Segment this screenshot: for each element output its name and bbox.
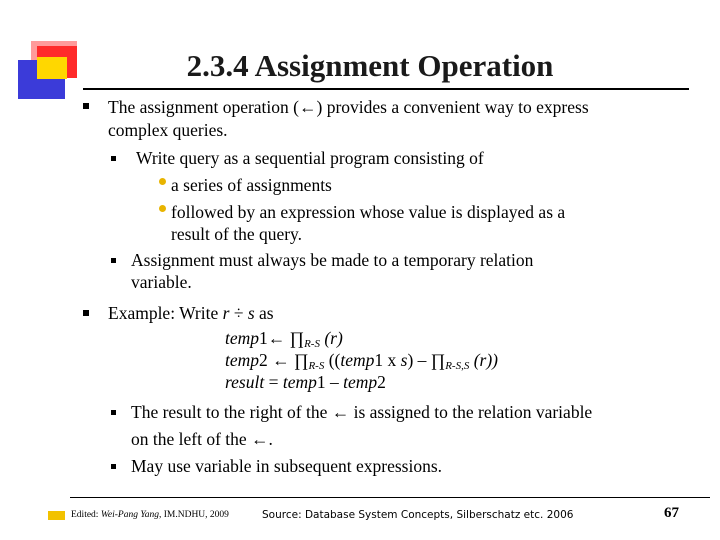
expr3-minus: – [325,372,344,392]
bullet-dot [159,178,166,185]
expr2-subscript: R-S [308,360,325,372]
expr3-n2: 2 [377,372,386,392]
sub-bullet-2-line-2: variable. [131,272,192,292]
expr1-arrow-pi: ← ∏ [267,328,305,348]
expr1-num: 1 [259,328,268,348]
sub-bullet-1: Write query as a sequential program consisting of [136,148,484,168]
expr2-cross: x [383,350,401,370]
var-r: r [222,303,230,323]
sub-bullet-2-line-1: Assignment must always be made to a temporary relation [131,250,534,270]
footer-edited [71,510,229,520]
example-sub-1-line-1: The result to the right of the ← is assigned to the relation variable [131,402,593,422]
expr2-subscript-2: R-S,S [445,360,470,372]
expr1-arg: (r) [319,328,343,348]
as-word: as [254,303,274,323]
footer-affiliation: , IM.NDHU, 2009 [158,510,229,520]
expr1-subscript: R-S [304,338,320,350]
sub-bullet-square [111,410,116,415]
sub-bullet-square [111,464,116,469]
footer-edited-prefix: Edited: [71,510,101,520]
expr2-num: 2 [259,350,268,370]
example-sub-1-line-2: on the left of the ←. [131,429,273,449]
footer-source: Source: Database System Concepts, Silberschatz etc. 2006 [262,509,574,521]
var-s: s [247,303,255,323]
expr3-n1: 1 [316,372,326,392]
expr2-temp-inner: temp [340,350,375,370]
example-intro [108,302,274,324]
expr2-arrow-pi: ← ∏ [267,350,309,370]
expr3-temp1: temp [282,372,317,392]
footer-rule [70,497,710,498]
footer-author: Wei-Pang Yang [100,510,159,520]
bullet-square [83,310,89,316]
slide-title: 2.3.4 Assignment Operation [186,48,554,83]
expr2-num-inner: 1 [374,350,384,370]
divide-sign: ÷ [229,303,248,323]
expr2-paren: (( [324,350,341,370]
dot-item-2-line-1: followed by an expression whose value is displayed as a [171,202,566,222]
expression-3 [225,371,386,393]
footer-yellow-box [48,511,65,520]
expr3-result: result [225,372,265,392]
expr2-minus-pi: ) – ∏ [407,350,446,370]
page-number: 67 [664,505,679,521]
example-label: Example: Write [108,303,223,323]
expr2-s: s [400,350,408,370]
bullet-1-line-1: The assignment operation (←) provides a convenient way to express [108,97,589,117]
dot-item-2-line-2: result of the query. [171,224,303,244]
dot-item-1: a series of assignments [171,175,332,195]
bullet-dot [159,205,166,212]
bullet-square [83,103,89,109]
expr1-temp: temp [225,328,260,348]
expr2-temp: temp [225,350,260,370]
expr2-arg: (r)) [469,350,499,370]
expr3-equals: = [264,372,283,392]
title-underline [83,88,689,90]
example-sub-2: May use variable in subsequent expressions. [131,456,443,476]
sub-bullet-square [111,156,116,161]
bullet-1-line-2: complex queries. [108,120,228,140]
expr3-temp2: temp [343,372,378,392]
sub-bullet-square [111,258,116,263]
